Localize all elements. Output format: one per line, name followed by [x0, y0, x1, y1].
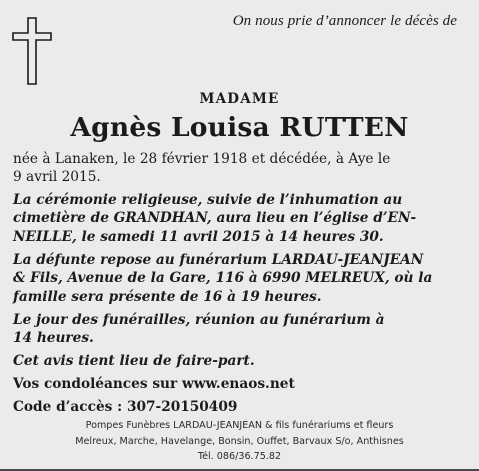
text-line: 14 heures. — [13, 330, 94, 347]
ceremony-paragraph — [13, 191, 468, 246]
reunion-paragraph — [13, 311, 468, 348]
announcement-intro: On nous prie d’annoncer le décès de — [232, 13, 457, 29]
text-line: Le jour des funérailles, réunion au funérarium à — [13, 312, 385, 328]
birth-death-paragraph — [13, 150, 468, 187]
text-line: La défunte repose au funérarium LARDAU-JEANJEAN — [13, 252, 424, 268]
footer-line: Pompes Funèbres LARDAU-JEANJEAN & fils funérariums et fleurs — [85, 420, 394, 431]
condolences-line: Vos condoléances sur www.enaos.net — [13, 376, 295, 392]
deceased-name: Agnès Louisa RUTTEN — [70, 112, 409, 143]
text-line: cimetière de GRANDHAN, aura lieu en l’église d’EN- — [13, 210, 417, 227]
faire-part-note: Cet avis tient lieu de faire-part. — [13, 353, 255, 369]
text-line: 9 avril 2015. — [13, 169, 101, 186]
text-line: NEILLE, le samedi 11 avril 2015 à 14 heures 30. — [13, 228, 384, 245]
footer-line: Tél. 086/36.75.82 — [197, 451, 282, 462]
footer-line: Melreux, Marche, Havelange, Bonsin, Ouffet, Barvaux S/o, Anthisnes — [75, 435, 404, 447]
honorific-title: MADAME — [199, 91, 280, 107]
text-line: née à Lanaken, le 28 février 1918 et décédée, à Aye le — [13, 151, 391, 167]
text-line: & Fils, Avenue de la Gare, 116 à 6990 MELREUX, où la — [13, 270, 433, 287]
text-line: La cérémonie religieuse, suivie de l’inhumation au — [13, 192, 403, 208]
repose-paragraph — [13, 251, 468, 306]
funeral-home-footer — [0, 418, 479, 465]
latin-cross-icon — [12, 17, 52, 85]
text-line: famille sera présente de 16 à 19 heures. — [13, 288, 322, 305]
access-code: Code d’accès : 307-20150409 — [13, 399, 238, 415]
